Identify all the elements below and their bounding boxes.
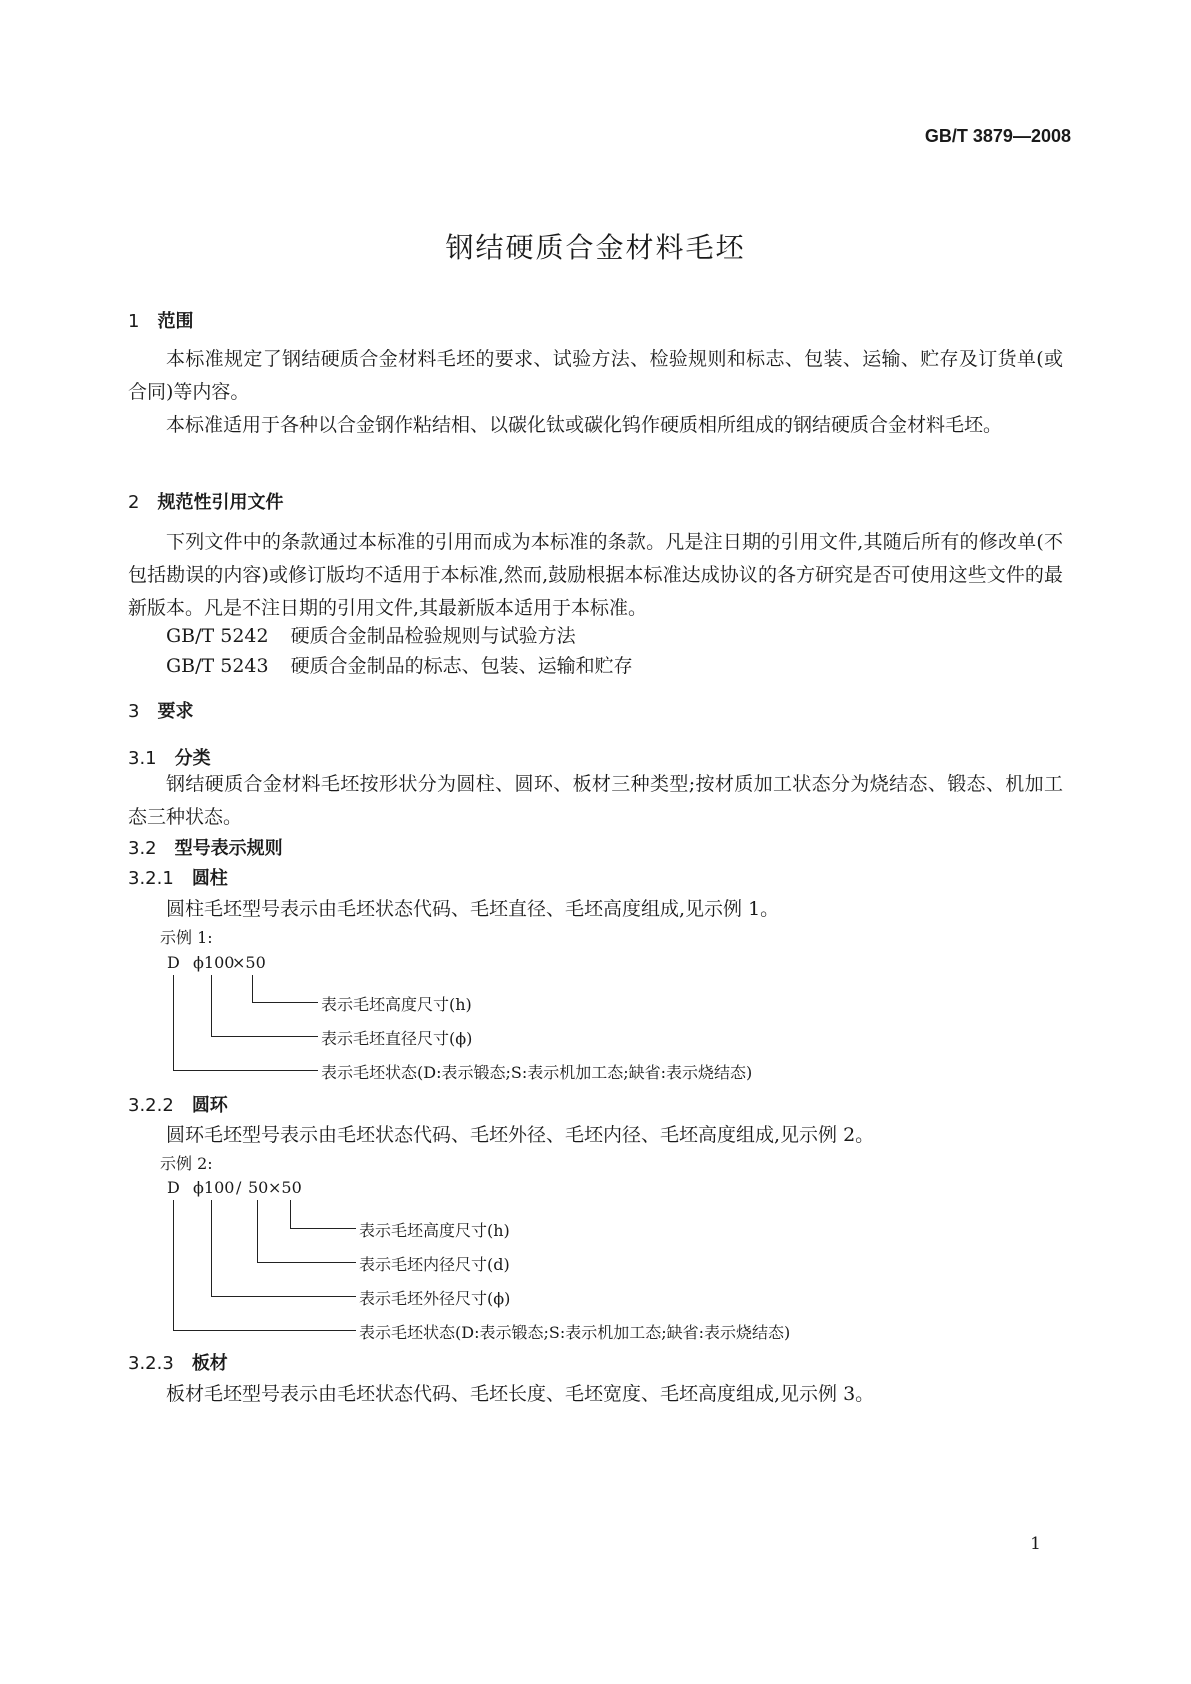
example-1-code-diameter: ϕ100 bbox=[193, 953, 235, 972]
example-1-label-height: 表示毛坯高度尺寸(h) bbox=[321, 995, 472, 1014]
paragraph: 本标准规定了钢结硬质合金材料毛坯的要求、试验方法、检验规则和标志、包装、运输、贮存及订货单(或合同)等内容。 bbox=[128, 348, 1063, 403]
subsection-title: 分类 bbox=[174, 748, 211, 769]
standard-code: GB/T 3879—2008 bbox=[924, 126, 1071, 146]
example-1-label-state: 表示毛坯状态(D:表示锻态;S:表示机加工态;缺省:表示烧结态) bbox=[321, 1063, 753, 1082]
leader-line-diameter bbox=[211, 975, 212, 1036]
reference-title: 硬质合金制品的标志、包装、运输和贮存 bbox=[290, 655, 633, 677]
subsection-number: 3.1 bbox=[128, 748, 157, 769]
reference-item bbox=[166, 651, 633, 678]
example-2-label-state: 表示毛坯状态(D:表示锻态;S:表示机加工态;缺省:表示烧结态) bbox=[359, 1323, 791, 1342]
example-1-label: 示例 1: bbox=[160, 928, 213, 947]
leader-line-state bbox=[173, 975, 174, 1070]
leader-line-outer bbox=[211, 1200, 212, 1296]
section-number: 3 bbox=[128, 701, 140, 722]
example-2-code-height: ×50 bbox=[268, 1178, 302, 1197]
paragraph: 钢结硬质合金材料毛坯按形状分为圆柱、圆环、板材三种类型;按材质加工状态分为烧结态、锻态、机加工态三种状态。 bbox=[128, 773, 1063, 828]
example-2-label-inner: 表示毛坯内径尺寸(d) bbox=[359, 1255, 510, 1274]
section-1-heading bbox=[128, 307, 193, 333]
example-2-label: 示例 2: bbox=[160, 1154, 213, 1173]
example-1-code-state: D bbox=[167, 953, 180, 972]
example-2-label-outer: 表示毛坯外径尺寸(ϕ) bbox=[359, 1289, 511, 1308]
subsection-title: 板材 bbox=[191, 1353, 228, 1374]
leader-line-height bbox=[252, 1002, 318, 1003]
example-2-label-height: 表示毛坯高度尺寸(h) bbox=[359, 1221, 510, 1240]
section-number: 2 bbox=[128, 492, 140, 513]
subsection-3-1-body bbox=[128, 768, 1063, 834]
subsection-3-2-3-text: 板材毛坯型号表示由毛坯状态代码、毛坯长度、毛坯宽度、毛坯高度组成,见示例 3。 bbox=[166, 1383, 875, 1405]
subsection-3-2-heading bbox=[128, 834, 283, 860]
leader-line-diameter bbox=[211, 1036, 318, 1037]
leader-line-height bbox=[252, 975, 253, 1002]
example-2-code-state: D bbox=[167, 1178, 180, 1197]
section-2-body bbox=[128, 526, 1063, 625]
subsection-title: 圆柱 bbox=[191, 868, 228, 889]
leader-line-inner bbox=[257, 1200, 258, 1262]
leader-line-inner bbox=[257, 1262, 356, 1263]
example-2-code-inner: 50 bbox=[248, 1178, 269, 1197]
subsection-3-2-1-text: 圆柱毛坯型号表示由毛坯状态代码、毛坯直径、毛坯高度组成,见示例 1。 bbox=[166, 898, 780, 920]
subsection-number: 3.2.3 bbox=[128, 1353, 174, 1374]
section-title: 规范性引用文件 bbox=[157, 492, 284, 513]
section-3-heading bbox=[128, 697, 193, 723]
reference-item bbox=[166, 621, 576, 648]
leader-line-height bbox=[290, 1200, 291, 1228]
paragraph: 下列文件中的条款通过本标准的引用而成为本标准的条款。凡是注日期的引用文件,其随后所有的修改单(不包括勘误的内容)或修订版均不适用于本标准,然而,鼓励根据本标准达成协议的各方研究是否可使用这些文件的最新版本。凡是不注日期的引用文件,其最新版本适用于本标准。 bbox=[128, 531, 1063, 619]
section-title: 范围 bbox=[157, 311, 194, 332]
leader-line-state bbox=[173, 1200, 174, 1330]
section-2-heading bbox=[128, 488, 283, 514]
example-1-label-diameter: 表示毛坯直径尺寸(ϕ) bbox=[321, 1029, 473, 1048]
subsection-3-2-2-heading bbox=[128, 1091, 228, 1117]
example-2-code-outer: ϕ100 bbox=[193, 1178, 235, 1197]
subsection-number: 3.2.2 bbox=[128, 1095, 174, 1116]
section-title: 要求 bbox=[157, 701, 194, 722]
leader-line-outer bbox=[211, 1296, 356, 1297]
section-number: 1 bbox=[128, 311, 140, 332]
subsection-number: 3.2 bbox=[128, 838, 157, 859]
page-title: 钢结硬质合金材料毛坯 bbox=[445, 231, 746, 264]
subsection-title: 圆环 bbox=[191, 1095, 228, 1116]
section-1-body bbox=[128, 343, 1063, 442]
paragraph: 本标准适用于各种以合金钢作粘结相、以碳化钛或碳化钨作硬质相所组成的钢结硬质合金材料毛坯。 bbox=[166, 414, 1003, 436]
reference-code: GB/T 5243 bbox=[166, 655, 269, 677]
reference-code: GB/T 5242 bbox=[166, 625, 269, 647]
leader-line-state bbox=[173, 1070, 318, 1071]
subsection-3-1-heading bbox=[128, 744, 211, 770]
subsection-3-2-3-heading bbox=[128, 1349, 228, 1375]
page-number: 1 bbox=[1030, 1534, 1041, 1554]
reference-title: 硬质合金制品检验规则与试验方法 bbox=[290, 625, 576, 647]
example-1-code-height: ×50 bbox=[232, 953, 266, 972]
leader-line-height bbox=[290, 1228, 356, 1229]
subsection-3-2-2-text: 圆环毛坯型号表示由毛坯状态代码、毛坯外径、毛坯内径、毛坯高度组成,见示例 2。 bbox=[166, 1124, 875, 1146]
subsection-number: 3.2.1 bbox=[128, 868, 174, 889]
example-2-code-separator: / bbox=[236, 1178, 242, 1197]
leader-line-state bbox=[173, 1330, 356, 1331]
subsection-3-2-1-heading bbox=[128, 864, 228, 890]
subsection-title: 型号表示规则 bbox=[174, 838, 283, 859]
